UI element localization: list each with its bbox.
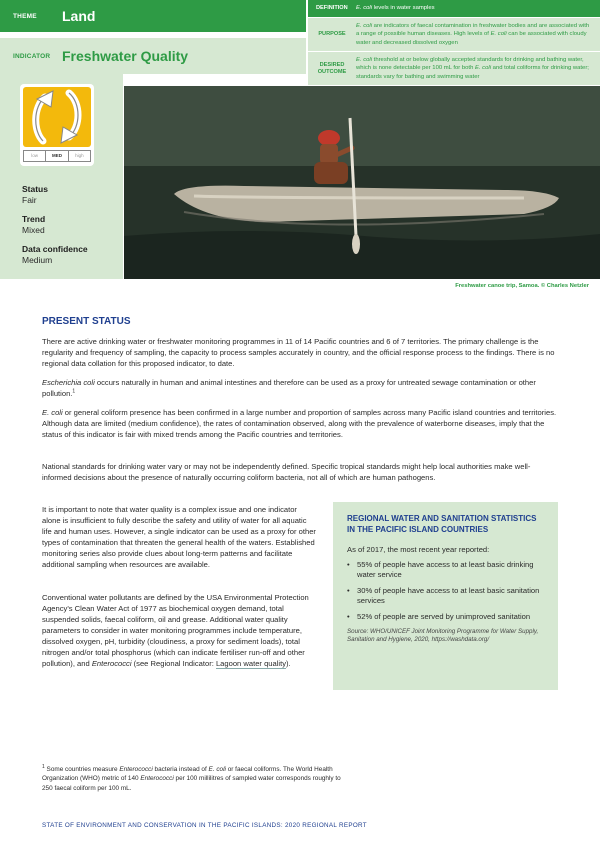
- theme-bar: [0, 0, 306, 32]
- stats-intro: As of 2017, the most recent year reported:: [347, 544, 490, 554]
- scale-med: MED: [46, 151, 68, 161]
- list-item: • 52% of people are served by unimproved sanitation: [347, 612, 544, 623]
- paragraph-5: It is important to note that water quality is a complex issue and one indicator alone is insufficient to fully describe the safety and utility of water for all aquatic life and human uses. However, a single indicator can be used as a proxy for other types of contamination that threaten the general health of the waters. Established monitoring series also provide clues about long-term patterns and facilitate additional sampling when resources are available.: [42, 505, 316, 569]
- desired-outcome-text: E. coli threshold at or below globally accepted standards for drinking and bathing water, which is none detectable per 100 mL for both E. coli and total coliforms for drinking water; standards vary for bathing and swimming water: [356, 57, 589, 80]
- desired-outcome-row: [308, 52, 600, 86]
- list-item: • 30% of people have access to at least basic sanitation services: [347, 586, 544, 607]
- definition-text: E. coli levels in water samples: [356, 5, 435, 12]
- paragraph-3: E. coli or general coliform presence has been confirmed in a large number and proportion of samples across many Pacific island countries and territories. Although data are limited (medium confidence), the rates of contamination observed, along with the prevalence of waterborne diseases, imply that the status of this indicator is fair with mixed trends among the Pacific countries and territories.: [42, 408, 557, 439]
- report-footer: STATE OF ENVIRONMENT AND CONSERVATION IN THE PACIFIC ISLANDS: 2020 REGIONAL REPORT: [42, 822, 367, 829]
- lagoon-water-quality-link[interactable]: Lagoon water quality: [215, 659, 287, 668]
- confidence-label: Data confidence: [22, 244, 88, 254]
- stats-title: REGIONAL WATER AND SANITATION STATISTICS IN THE PACIFIC ISLAND COUNTRIES: [347, 514, 537, 534]
- indicator-label: INDICATOR: [13, 52, 51, 60]
- trend-block: [22, 214, 45, 235]
- definition-label: DEFINITION: [316, 5, 348, 11]
- status-panel: [0, 74, 123, 279]
- definition-table: [308, 0, 600, 86]
- definition-row: [308, 0, 600, 18]
- paragraph-1: There are active drinking water or freshwater monitoring programmes in 11 of 14 Pacific countries and 6 of 7 territories. The primary challenge is the regularity and frequency of sampling, the capacity to process samples accurately in country, and the official response process to the findings. There is no regional data collation for this proposed indicator, to date.: [42, 337, 555, 368]
- mixed-trend-icon: [20, 84, 94, 166]
- purpose-text: E. coli are indicators of faecal contamination in freshwater bodies and are associated with a range of possible human diseases. High levels of E. coli can be associated with cloudy water and decreased dissolved oxygen: [356, 23, 590, 46]
- desired-outcome-label: DESIRED OUTCOME: [317, 61, 347, 75]
- status-block: [22, 184, 48, 205]
- photo-caption: Freshwater canoe trip, Samoa. © Charles Netzler: [455, 283, 589, 289]
- footnote: $^1$ Some countries measure Enterococci bacteria instead of E. coli or faecal coliforms. The World Health Organization (WHO) metric of 140 Enterococci per 100 millilitres of sampled water corresponds roughly to 250 faecal coliform per 100 mL.: [42, 763, 341, 792]
- list-item: • 55% of people have access to at least basic drinking water service: [347, 560, 544, 581]
- paragraph-6: Conventional water pollutants are defined by the USA Environmental Protection Agency's Clean Water Act of 1977 as biochemical oxygen demand, total suspended solids, faecal coliform, oil and grease. Additional water quality parameters to consider in water monitoring programmes include temperature, dissolved oxygen, pH, turbidity (cloudiness, a proxy for sediment loads), total nitrogen and/or total phosphorus (which can indicate fertiliser run-off and other pollution), and Enterococci (see Regional Indicator: Lagoon water quality).: [42, 593, 309, 668]
- purpose-label: PURPOSE: [318, 31, 346, 37]
- paragraph-2: Escherichia coli occurs naturally in human and animal intestines and therefore can be used as a proxy for untreated sewage contamination or other pollution.$^1$: [42, 378, 536, 398]
- present-status-title: PRESENT STATUS: [42, 316, 131, 327]
- confidence-value: Medium: [22, 255, 53, 265]
- scale-high: high: [75, 153, 84, 158]
- purpose-row: [308, 18, 600, 52]
- trend-label: Trend: [22, 214, 46, 224]
- paragraph-4: National standards for drinking water vary or may not be independently defined. Specific tropical standards might help local authorities make well-informed decisions about the presence of naturally occurring coliform bacteria, not all of which are human pathogens.: [42, 462, 531, 482]
- status-value: Fair: [22, 195, 37, 205]
- stats-source: Source: WHO/UNICEF Joint Monitoring Programme for Water Supply, Sanitation and Hygiene, 2020, https://washdata.org/: [347, 627, 539, 644]
- status-label: Status: [22, 184, 48, 194]
- regional-stats-box: [333, 502, 558, 690]
- confidence-block: [22, 244, 88, 265]
- theme-value: Land: [62, 8, 96, 24]
- indicator-bar: [0, 38, 306, 74]
- indicator-value: Freshwater Quality: [62, 48, 189, 64]
- trend-value: Mixed: [22, 225, 45, 235]
- stats-list: [347, 560, 544, 623]
- canoe-photo: [124, 86, 600, 279]
- confidence-scale: [23, 150, 91, 162]
- scale-low: low: [24, 151, 46, 161]
- theme-label: THEME: [13, 12, 37, 20]
